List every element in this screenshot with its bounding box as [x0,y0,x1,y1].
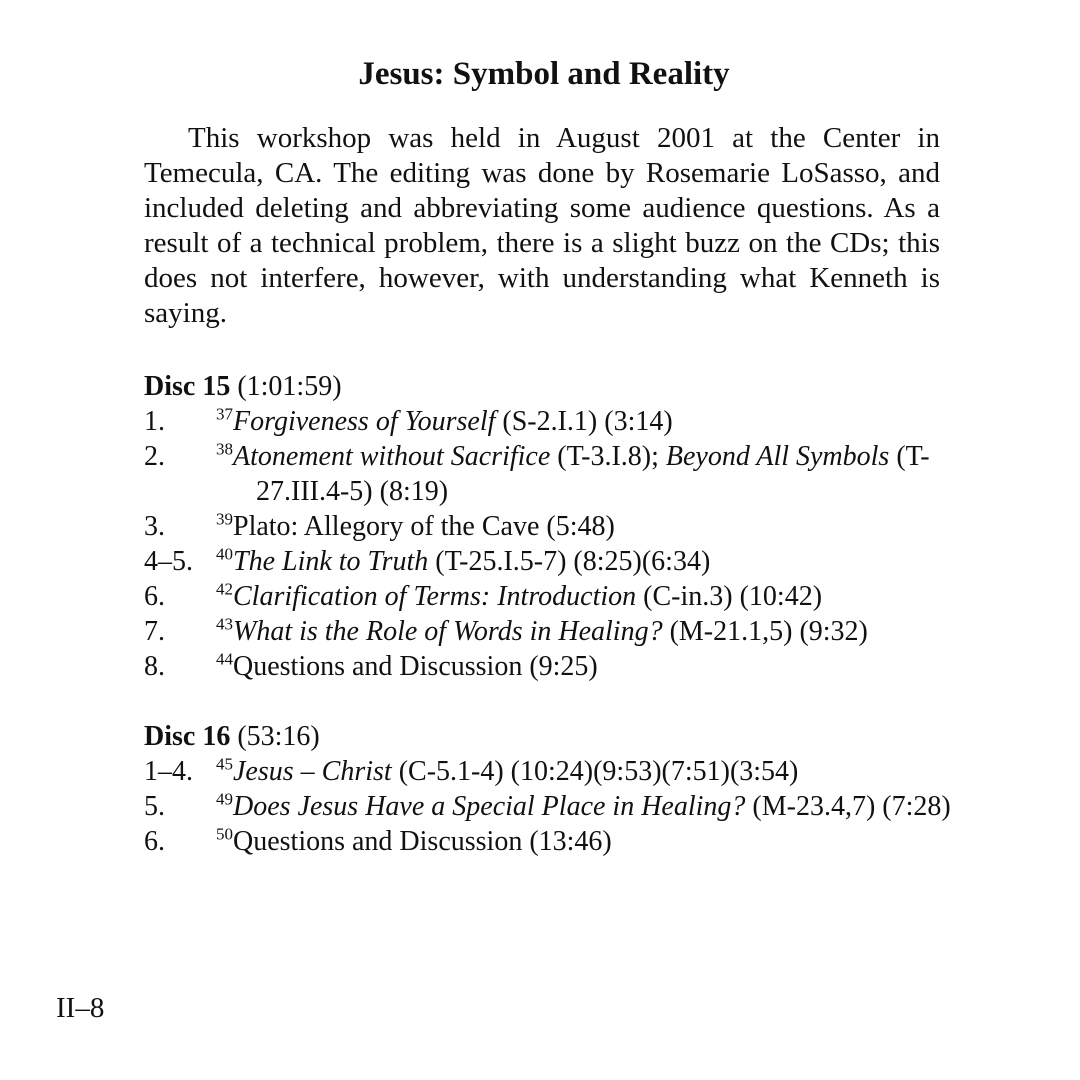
track-ref: 44 [216,649,233,669]
disc-16-label: Disc 16 [144,721,231,752]
track-info: (M-23.4,7) (7:28) [745,791,951,822]
track-info: (S-2.I.1) (3:14) [495,406,673,437]
track-info: (C-in.3) (10:42) [636,581,823,612]
track-ref: 37 [216,404,233,424]
track-ref: 40 [216,544,233,564]
disc-16-section [144,719,964,859]
track-ref: 49 [216,789,233,809]
track-item [144,439,964,509]
disc-16-track-list [144,754,964,859]
track-ref: 45 [216,754,233,774]
disc-16-heading [144,719,964,754]
track-number: 1–4. [144,756,193,787]
disc-16-duration: (53:16) [237,721,320,752]
track-text: Questions and Discussion (9:25) [233,651,598,682]
track-title [216,614,964,649]
disc-15-heading [144,369,964,404]
page-title: Jesus: Symbol and Reality [358,56,730,92]
track-item [144,614,964,649]
track-title-italic: Does Jesus Have a Special Place in Healing? [233,791,746,822]
track-ref: 39 [216,509,233,529]
track-title-italic-2: Beyond All Symbols [665,441,890,472]
track-title-italic: Atonement without Sacrifice [233,441,551,472]
track-item [144,544,964,579]
disc-15-duration: (1:01:59) [237,371,342,402]
track-text: Plato: Allegory of the Cave (5:48) [233,511,615,542]
track-item [144,649,964,684]
track-ref: 38 [216,439,233,459]
disc-15-section [144,369,964,684]
track-ref: 50 [216,824,233,844]
track-title [216,579,964,614]
track-item [144,789,964,824]
track-number: 4–5. [144,546,193,577]
track-item [144,404,964,439]
track-title-italic: Forgiveness of Yourself [233,406,496,437]
track-info: (M-21.1,5) (9:32) [662,616,868,647]
track-item [144,579,964,614]
intro-paragraph: This workshop was held in August 2001 at the Center in Temecula, CA. The editing was done by Rosemarie LoSasso, and included deleting and abbreviating some audience questions. As a result of a technical problem, there is a slight buzz on the CDs; this does not interfere, however, with understanding what Kenneth is saying. [144,122,940,329]
track-item [144,509,964,544]
track-number: 6. [144,826,165,857]
track-ref: 43 [216,614,233,634]
track-title-italic: Clarification of Terms: Introduction [233,581,637,612]
track-item [144,754,964,789]
track-title [216,544,964,579]
page-number: II–8 [56,992,105,1024]
track-text: Questions and Discussion (13:46) [233,826,612,857]
track-ref: 42 [216,579,233,599]
track-info: (T-25.I.5-7) (8:25)(6:34) [428,546,711,577]
track-number: 1. [144,406,165,437]
track-item [144,824,964,859]
track-title [216,404,964,439]
track-info: (T-3.I.8); [550,441,666,472]
track-title [216,789,964,824]
track-title [216,509,964,544]
track-info: (C-5.1-4) (10:24)(9:53)(7:51)(3:54) [391,756,799,787]
track-info-2: (T-27.III.4-5) (8:19) [256,441,930,507]
disc-15-track-list [144,404,964,684]
track-title-italic: Jesus – Christ [233,756,392,787]
track-number: 2. [144,441,165,472]
disc-15-label: Disc 15 [144,371,231,402]
track-number: 5. [144,791,165,822]
track-title [216,649,964,684]
track-number: 3. [144,511,165,542]
track-title [216,439,964,509]
track-title [216,824,964,859]
track-number: 7. [144,616,165,647]
track-title [216,754,964,789]
track-title-italic: The Link to Truth [233,546,429,577]
track-title-italic: What is the Role of Words in Healing? [233,616,663,647]
track-number: 6. [144,581,165,612]
track-number: 8. [144,651,165,682]
